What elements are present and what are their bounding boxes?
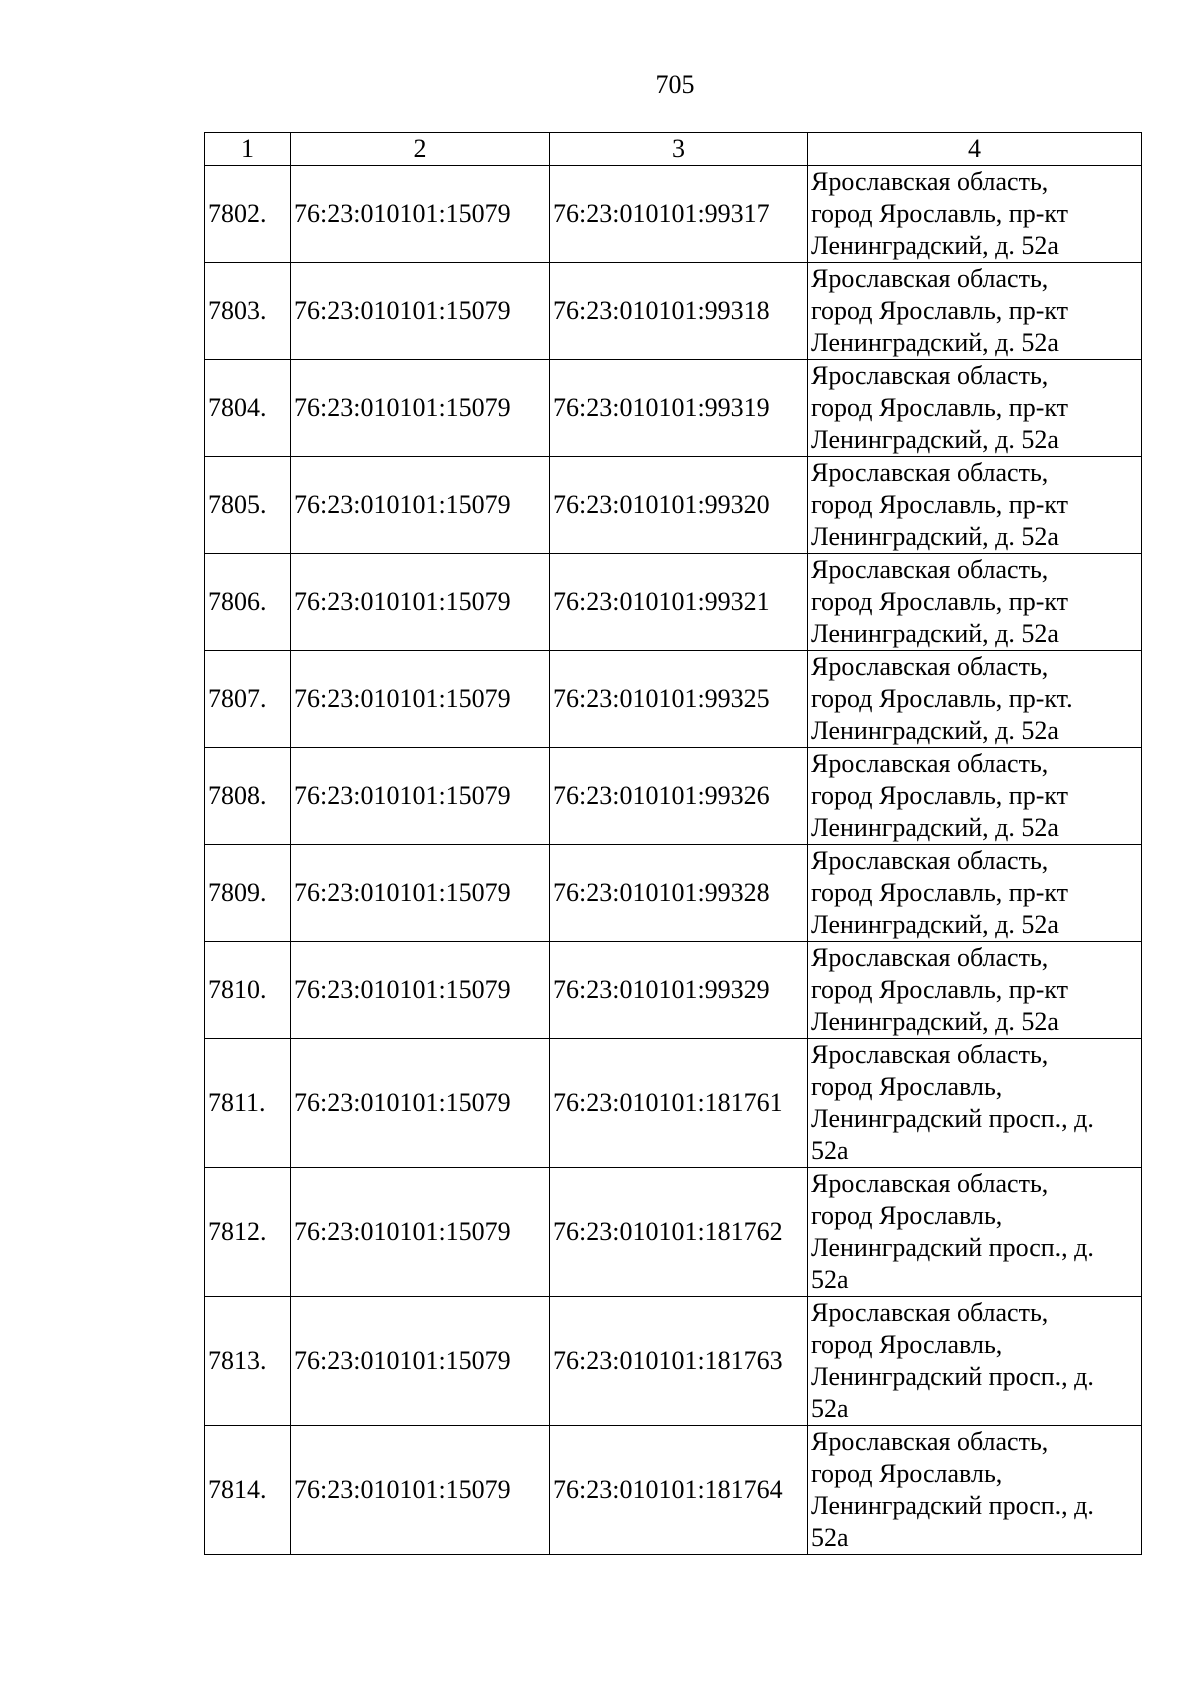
table-row (205, 457, 1142, 554)
row-number-cell: 7813. (205, 1297, 291, 1426)
address-cell (808, 263, 1142, 360)
row-number-cell: 7814. (205, 1426, 291, 1555)
address-line: город Ярославль, пр-кт. (811, 684, 1073, 713)
address-line: Ярославская область, (811, 458, 1049, 487)
header-cell-4: 4 (808, 133, 1142, 166)
address-line: город Ярославль, (811, 1330, 1003, 1359)
address-line: Ленинградский, д. 52а (811, 328, 1059, 357)
parent-cadastral-number-cell: 76:23:010101:15079 (291, 1297, 550, 1426)
address-line: город Ярославль, пр-кт (811, 587, 1069, 616)
address-line: 52а (811, 1136, 849, 1165)
cadastral-number-cell: 76:23:010101:181763 (550, 1297, 808, 1426)
address-line: Ярославская область, (811, 652, 1049, 681)
address-cell (808, 845, 1142, 942)
address-line: Ленинградский, д. 52а (811, 1007, 1059, 1036)
parent-cadastral-number-cell: 76:23:010101:15079 (291, 360, 550, 457)
row-number-cell: 7809. (205, 845, 291, 942)
table-row (205, 554, 1142, 651)
address-line: город Ярославль, (811, 1201, 1003, 1230)
parent-cadastral-number-cell: 76:23:010101:15079 (291, 845, 550, 942)
parent-cadastral-number-cell: 76:23:010101:15079 (291, 651, 550, 748)
cadastral-table (204, 132, 1142, 1555)
address-line: Ярославская область, (811, 1298, 1049, 1327)
address-cell (808, 457, 1142, 554)
parent-cadastral-number-cell: 76:23:010101:15079 (291, 748, 550, 845)
address-line: Ленинградский, д. 52а (811, 619, 1059, 648)
header-cell-3: 3 (550, 133, 808, 166)
address-line: Ленинградский просп., д. (811, 1104, 1094, 1133)
parent-cadastral-number-cell: 76:23:010101:15079 (291, 457, 550, 554)
row-number-cell: 7806. (205, 554, 291, 651)
parent-cadastral-number-cell: 76:23:010101:15079 (291, 1426, 550, 1555)
row-number-cell: 7805. (205, 457, 291, 554)
address-line: город Ярославль, пр-кт (811, 393, 1069, 422)
row-number-cell: 7811. (205, 1039, 291, 1168)
table-row (205, 360, 1142, 457)
cadastral-number-cell: 76:23:010101:99328 (550, 845, 808, 942)
cadastral-number-cell: 76:23:010101:99326 (550, 748, 808, 845)
address-cell (808, 748, 1142, 845)
address-line: город Ярославль, пр-кт (811, 490, 1069, 519)
cadastral-number-cell: 76:23:010101:99320 (550, 457, 808, 554)
table-row (205, 651, 1142, 748)
row-number-cell: 7812. (205, 1168, 291, 1297)
cadastral-number-cell: 76:23:010101:99325 (550, 651, 808, 748)
row-number-cell: 7804. (205, 360, 291, 457)
address-line: 52а (811, 1394, 849, 1423)
page-number: 705 (655, 70, 695, 99)
table-row (205, 845, 1142, 942)
cadastral-number-cell: 76:23:010101:99318 (550, 263, 808, 360)
table-row (205, 1039, 1142, 1168)
address-line: Ленинградский, д. 52а (811, 425, 1059, 454)
cadastral-number-cell: 76:23:010101:99321 (550, 554, 808, 651)
address-cell (808, 1039, 1142, 1168)
row-number-cell: 7808. (205, 748, 291, 845)
address-line: Ярославская область, (811, 749, 1049, 778)
address-line: город Ярославль, (811, 1072, 1003, 1101)
table-row (205, 942, 1142, 1039)
row-number-cell: 7803. (205, 263, 291, 360)
address-line: город Ярославль, (811, 1459, 1003, 1488)
header-cell-1: 1 (205, 133, 291, 166)
address-cell (808, 1297, 1142, 1426)
address-line: Ярославская область, (811, 167, 1049, 196)
table-row (205, 748, 1142, 845)
address-line: 52а (811, 1523, 849, 1552)
address-line: город Ярославль, пр-кт (811, 296, 1069, 325)
address-line: Ярославская область, (811, 555, 1049, 584)
table-row (205, 166, 1142, 263)
address-line: Ленинградский, д. 52а (811, 910, 1059, 939)
row-number-cell: 7807. (205, 651, 291, 748)
parent-cadastral-number-cell: 76:23:010101:15079 (291, 942, 550, 1039)
cadastral-number-cell: 76:23:010101:99329 (550, 942, 808, 1039)
address-line: город Ярославль, пр-кт (811, 878, 1069, 907)
address-line: Ленинградский, д. 52а (811, 716, 1059, 745)
table-body (205, 133, 1142, 1555)
cadastral-number-cell: 76:23:010101:181761 (550, 1039, 808, 1168)
address-line: Ярославская область, (811, 264, 1049, 293)
address-line: Ярославская область, (811, 1169, 1049, 1198)
table-row (205, 1426, 1142, 1555)
cadastral-number-cell: 76:23:010101:99319 (550, 360, 808, 457)
cadastral-number-cell: 76:23:010101:181764 (550, 1426, 808, 1555)
address-line: Ленинградский просп., д. (811, 1233, 1094, 1262)
address-cell (808, 166, 1142, 263)
address-line: город Ярославль, пр-кт (811, 781, 1069, 810)
parent-cadastral-number-cell: 76:23:010101:15079 (291, 263, 550, 360)
table-header-row (205, 133, 1142, 166)
table-row (205, 1297, 1142, 1426)
cadastral-number-cell: 76:23:010101:181762 (550, 1168, 808, 1297)
address-line: Ленинградский просп., д. (811, 1491, 1094, 1520)
address-line: Ленинградский, д. 52а (811, 231, 1059, 260)
address-cell (808, 1168, 1142, 1297)
parent-cadastral-number-cell: 76:23:010101:15079 (291, 554, 550, 651)
address-line: город Ярославль, пр-кт (811, 199, 1069, 228)
parent-cadastral-number-cell: 76:23:010101:15079 (291, 166, 550, 263)
cadastral-number-cell: 76:23:010101:99317 (550, 166, 808, 263)
address-line: Ленинградский просп., д. (811, 1362, 1094, 1391)
table-row (205, 1168, 1142, 1297)
parent-cadastral-number-cell: 76:23:010101:15079 (291, 1168, 550, 1297)
address-line: город Ярославль, пр-кт (811, 975, 1069, 1004)
address-line: Ярославская область, (811, 361, 1049, 390)
header-cell-2: 2 (291, 133, 550, 166)
address-line: Ярославская область, (811, 1427, 1049, 1456)
address-line: 52а (811, 1265, 849, 1294)
table-row (205, 263, 1142, 360)
parent-cadastral-number-cell: 76:23:010101:15079 (291, 1039, 550, 1168)
address-line: Ленинградский, д. 52а (811, 813, 1059, 842)
address-line: Ярославская область, (811, 943, 1049, 972)
address-cell (808, 554, 1142, 651)
address-cell (808, 651, 1142, 748)
row-number-cell: 7810. (205, 942, 291, 1039)
address-line: Ярославская область, (811, 1040, 1049, 1069)
address-line: Ленинградский, д. 52а (811, 522, 1059, 551)
address-cell (808, 1426, 1142, 1555)
address-cell (808, 942, 1142, 1039)
address-cell (808, 360, 1142, 457)
row-number-cell: 7802. (205, 166, 291, 263)
address-line: Ярославская область, (811, 846, 1049, 875)
